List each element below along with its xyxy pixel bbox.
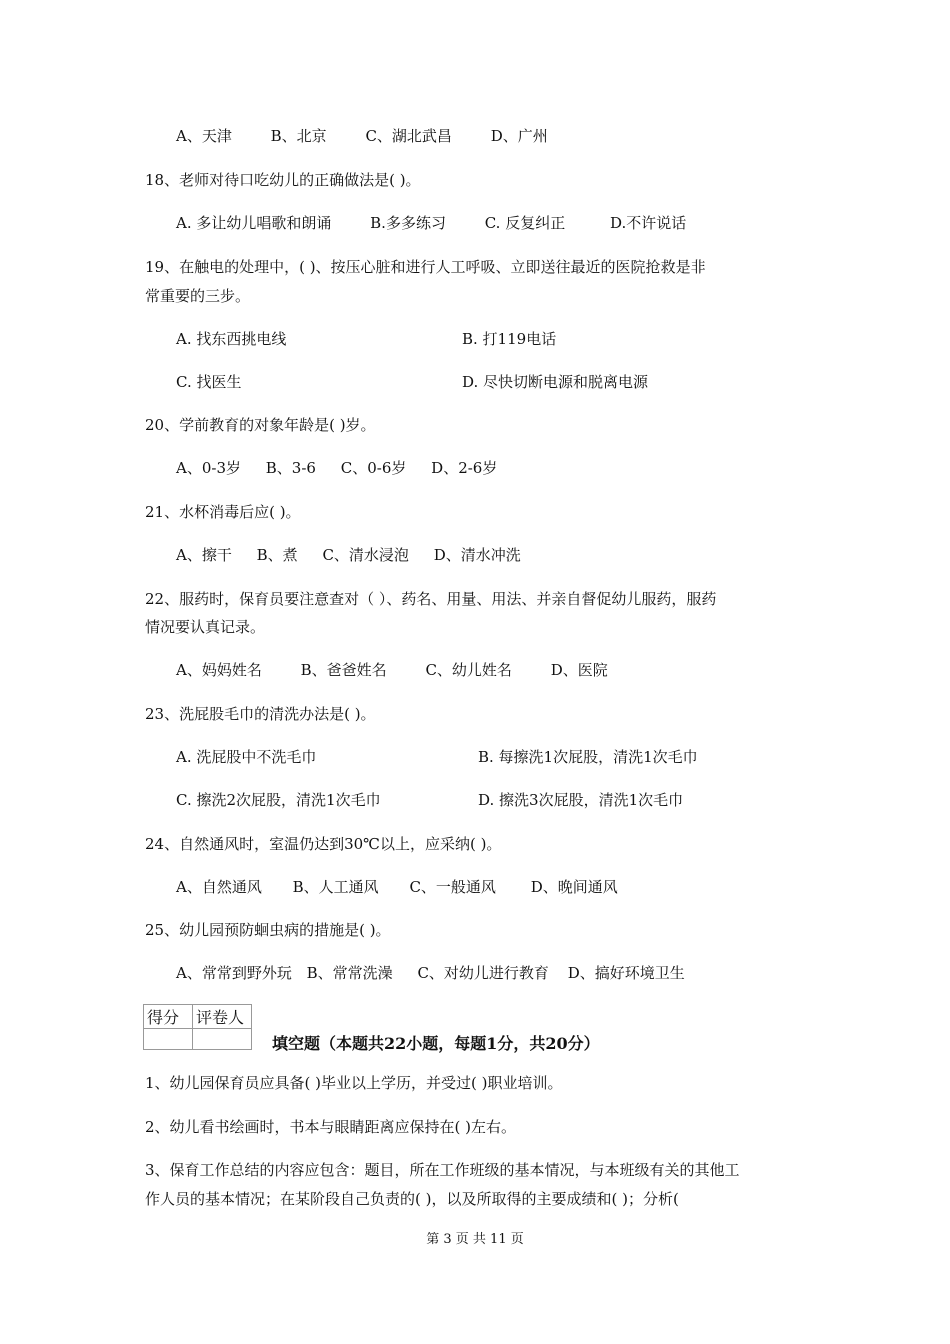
q20-option-d: D、2-6岁: [431, 459, 498, 477]
q20-options: [176, 458, 523, 478]
q22-stem-line1: 22、服药时，保育员要注意查对（ ）、药名、用量、用法、并亲自督促幼儿服药，服药: [145, 590, 717, 608]
q24-option-c: C、一般通风: [409, 878, 496, 896]
grader-header: 评卷人: [193, 1005, 252, 1029]
q21-option-a: A、擦干: [176, 546, 232, 564]
q25-option-c: C、对幼儿进行教育: [417, 964, 549, 982]
q17-option-d: D、广州: [490, 127, 548, 145]
q20-option-b: B、3-6: [265, 459, 316, 477]
q20-option-a: A、0-3岁: [176, 459, 241, 477]
score-table: [143, 1004, 252, 1050]
q23-stem: 23、洗屁股毛巾的清洗办法是( )。: [145, 705, 376, 723]
fill-question-1: 1、幼儿园保育员应具备( )毕业以上学历，并受过( )职业培训。: [145, 1074, 563, 1092]
q19-option-c: C. 找医生: [176, 373, 242, 391]
score-header: 得分: [144, 1005, 193, 1029]
q21-option-b: B、煮: [256, 546, 298, 564]
q25-options: [176, 963, 711, 983]
q25-option-a: A、常常到野外玩: [176, 964, 292, 982]
q17-options: [176, 126, 574, 146]
q22-options: [176, 660, 634, 680]
grader-cell: [193, 1029, 252, 1050]
q21-option-c: C、清水浸泡: [322, 546, 409, 564]
q19-option-d: D. 尽快切断电源和脱离电源: [462, 373, 649, 391]
q18-stem: 18、老师对待口吃幼儿的正确做法是( )。: [145, 171, 421, 189]
q21-options: [176, 545, 547, 565]
q19-option-b: B. 打119电话: [462, 330, 557, 348]
q23-option-b: B. 每擦洗1次屁股，清洗1次毛巾: [478, 748, 698, 766]
q19-option-a: A. 找东西挑电线: [176, 330, 287, 348]
q18-option-c: C. 反复纠正: [484, 214, 566, 232]
q24-stem: 24、自然通风时，室温仍达到30℃以上，应采纳( )。: [145, 835, 502, 853]
q22-option-c: C、幼儿姓名: [425, 661, 512, 679]
q19-stem-line1: 19、在触电的处理中，( )、按压心脏和进行人工呼吸、立即送往最近的医院抢救是非: [145, 258, 706, 276]
q22-stem-line2: 情况要认真记录。: [145, 618, 266, 636]
q18-options: [176, 213, 712, 233]
q22-option-b: B、爸爸姓名: [300, 661, 387, 679]
q22-option-a: A、妈妈姓名: [176, 661, 262, 679]
q23-option-c: C. 擦洗2次屁股，清洗1次毛巾: [176, 791, 381, 809]
q18-option-a: A. 多让幼儿唱歌和朗诵: [176, 214, 332, 232]
q23-option-a: A. 洗屁股中不洗毛巾: [176, 748, 317, 766]
q17-option-c: C、湖北武昌: [365, 127, 452, 145]
fill-question-3-line1: 3、保育工作总结的内容应包含：题目，所在工作班级的基本情况，与本班级有关的其他工: [145, 1161, 740, 1179]
fill-question-3-line2: 作人员的基本情况；在某阶段自己负责的( )，以及所取得的主要成绩和( )；分析(: [145, 1190, 679, 1208]
page-footer: 第 3 页 共 11 页: [426, 1232, 524, 1247]
fill-question-2: 2、幼儿看书绘画时，书本与眼睛距离应保持在( )左右。: [145, 1118, 517, 1136]
q18-option-b: B.多多练习: [370, 214, 446, 232]
q25-option-d: D、搞好环境卫生: [567, 964, 685, 982]
q17-option-a: A、天津: [176, 127, 232, 145]
section-title: 填空题（本题共22小题，每题1分，共20分）: [272, 1034, 600, 1053]
q24-option-b: B、人工通风: [292, 878, 379, 896]
score-cell: [144, 1029, 193, 1050]
q21-option-d: D、清水冲洗: [433, 546, 521, 564]
q21-stem: 21、水杯消毒后应( )。: [145, 503, 301, 521]
q19-stem-line2: 常重要的三步。: [145, 287, 251, 305]
q17-option-b: B、北京: [270, 127, 327, 145]
q23-option-d: D. 擦洗3次屁股，清洗1次毛巾: [478, 791, 684, 809]
q20-stem: 20、学前教育的对象年龄是( )岁。: [145, 416, 376, 434]
q22-option-d: D、医院: [550, 661, 608, 679]
q24-options: [176, 877, 644, 897]
q25-option-b: B、常常洗澡: [306, 964, 393, 982]
q20-option-c: C、0-6岁: [340, 459, 407, 477]
q25-stem: 25、幼儿园预防蛔虫病的措施是( )。: [145, 921, 391, 939]
q24-option-d: D、晚间通风: [530, 878, 618, 896]
q18-option-d: D.不许说话: [610, 214, 687, 232]
q24-option-a: A、自然通风: [176, 878, 262, 896]
